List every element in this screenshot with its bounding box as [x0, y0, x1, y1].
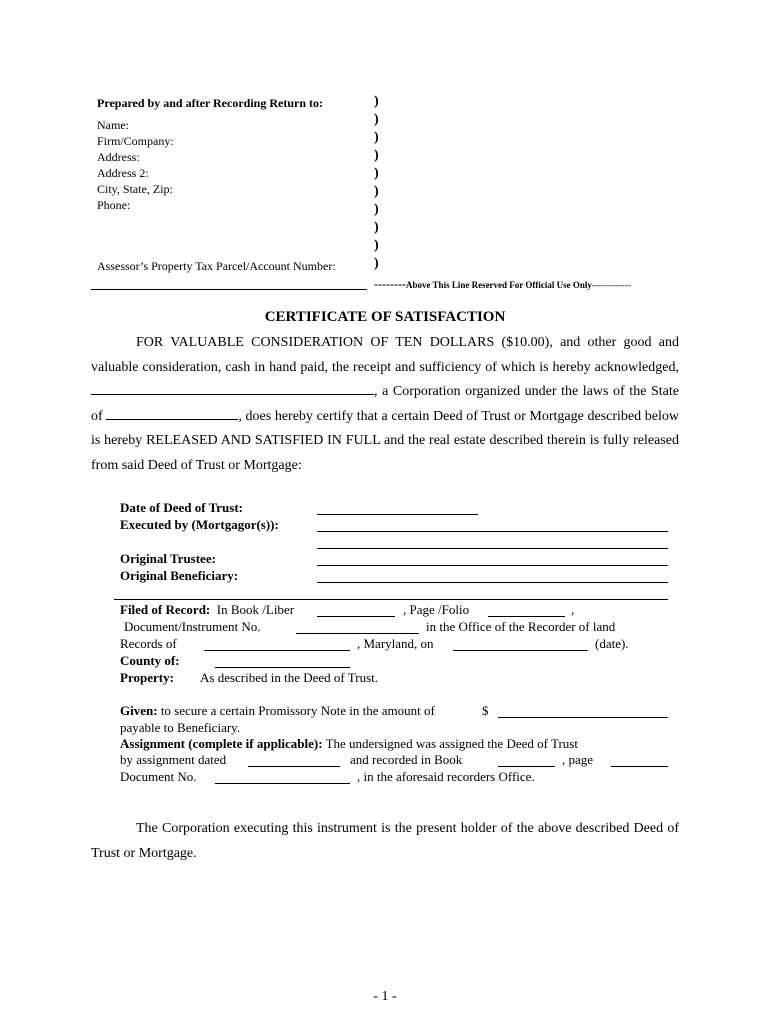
filed-of-record-row — [120, 602, 294, 618]
original-beneficiary-blank[interactable] — [317, 582, 668, 583]
paren: ) — [374, 202, 379, 217]
assignment-book-blank[interactable] — [498, 766, 555, 767]
paren: ) — [374, 130, 379, 145]
paren: ) — [374, 256, 379, 271]
paragraph-line-3: , a Corporation organized under the laws of the State — [374, 384, 679, 399]
address-label: Address: — [97, 150, 140, 164]
county-blank[interactable] — [215, 667, 350, 668]
closing-paragraph — [91, 817, 679, 866]
recorded-in-book-label: and recorded in Book — [350, 752, 463, 767]
property-value: As described in the Deed of Trust. — [200, 670, 379, 685]
firm-label: Firm/Company: — [97, 134, 174, 148]
page-number: - 1 - — [373, 989, 397, 1004]
book-liber-blank[interactable] — [317, 616, 395, 617]
note-amount-blank[interactable] — [498, 717, 668, 718]
assignment-page-blank[interactable] — [611, 766, 668, 767]
page-folio-comma: , — [571, 602, 575, 617]
official-use-notice — [374, 277, 631, 292]
document-no-label: Document No. — [120, 769, 197, 784]
office-recorder-text: in the Office of the Recorder of land — [426, 619, 616, 634]
mortgagor-blank-2[interactable] — [317, 548, 668, 549]
by-assignment-label: by assignment dated — [120, 752, 227, 767]
official-use-dashes: -------- — [374, 277, 406, 291]
records-of-blank[interactable] — [204, 650, 350, 651]
parcel-number-line — [91, 289, 367, 290]
given-text: to secure a certain Promissory Note in the amount of — [160, 703, 435, 718]
date-paren-label: (date). — [595, 636, 629, 651]
official-use-text: Above This Line Reserved For Official Use Only — [405, 280, 592, 290]
paren: ) — [374, 148, 379, 163]
paragraph-line-2: valuable consideration, cash in hand paid, the receipt and sufficiency of which is hereby acknowledged, — [91, 359, 679, 375]
date-of-deed-label: Date of Deed of Trust: — [120, 500, 243, 515]
payable-text: payable to Beneficiary. — [120, 720, 241, 735]
paren: ) — [374, 166, 379, 181]
paren: ) — [374, 112, 379, 127]
paren: ) — [374, 238, 379, 253]
assignment-document-no-blank[interactable] — [215, 783, 350, 784]
name-label: Name: — [97, 118, 129, 132]
page-folio-blank[interactable] — [488, 616, 565, 617]
aforesaid-text: , in the aforesaid recorders Office. — [357, 769, 535, 784]
consideration-paragraph — [91, 331, 679, 478]
assignment-text: The undersigned was assigned the Deed of Trust — [325, 736, 578, 751]
county-of-label: County of: — [120, 653, 180, 668]
page-folio-label: , Page /Folio — [403, 602, 470, 617]
city-state-zip-label: City, State, Zip: — [97, 182, 173, 196]
assignment-row — [120, 736, 578, 752]
executed-by-label: Executed by (Mortgagor(s)): — [120, 517, 279, 532]
original-trustee-blank[interactable] — [317, 565, 668, 566]
given-row — [120, 703, 435, 719]
phone-label: Phone: — [97, 198, 131, 212]
paragraph-line-6: from said Deed of Trust or Mortgage: — [91, 457, 302, 473]
official-use-dashes-tail: ------------- — [591, 280, 631, 290]
state-blank[interactable] — [106, 406, 238, 420]
corporation-name-blank[interactable] — [91, 381, 374, 395]
address2-label: Address 2: — [97, 166, 149, 180]
records-of-label: Records of — [120, 636, 177, 651]
prepared-by-heading: Prepared by and after Recording Return to: — [97, 96, 323, 110]
closing-line-1: The Corporation executing this instrument is the present holder of the above described Deed of — [136, 821, 679, 836]
paren: ) — [374, 220, 379, 235]
document-instrument-label: Document/Instrument No. — [124, 619, 261, 634]
assignment-label: Assignment (complete if applicable): — [120, 736, 323, 751]
paragraph-line-5: is hereby RELEASED AND SATISFIED IN FULL and the real estate described therein is fully released — [91, 433, 679, 448]
section-divider — [114, 599, 668, 600]
property-label: Property: — [120, 670, 174, 685]
parcel-number-label: Assessor’s Property Tax Parcel/Account Number: — [97, 259, 336, 273]
mortgagor-blank-1[interactable] — [317, 531, 668, 532]
paragraph-line-4-head: of — [91, 408, 103, 424]
paren: ) — [374, 184, 379, 199]
closing-line-2: Trust or Mortgage. — [91, 845, 197, 861]
paragraph-line-1: FOR VALUABLE CONSIDERATION OF TEN DOLLARS ($10.00), and other good and — [136, 335, 679, 350]
date-of-deed-blank[interactable] — [317, 514, 478, 515]
document-instrument-blank[interactable] — [296, 633, 419, 634]
dollar-sign: $ — [482, 703, 489, 718]
maryland-on-label: , Maryland, on — [357, 636, 434, 651]
filed-of-record-label: Filed of Record: — [120, 602, 211, 617]
paragraph-line-4: , does hereby certify that a certain Deed of Trust or Mortgage described below — [238, 408, 680, 424]
original-beneficiary-label: Original Beneficiary: — [120, 568, 239, 583]
assignment-page-label: , page — [562, 752, 594, 767]
recording-date-blank[interactable] — [453, 650, 588, 651]
assignment-date-blank[interactable] — [248, 766, 340, 767]
given-label: Given: — [120, 703, 158, 718]
in-book-label: In Book /Liber — [216, 602, 295, 617]
paren: ) — [374, 94, 379, 109]
document-title: CERTIFICATE OF SATISFACTION — [264, 309, 506, 325]
original-trustee-label: Original Trustee: — [120, 551, 216, 566]
